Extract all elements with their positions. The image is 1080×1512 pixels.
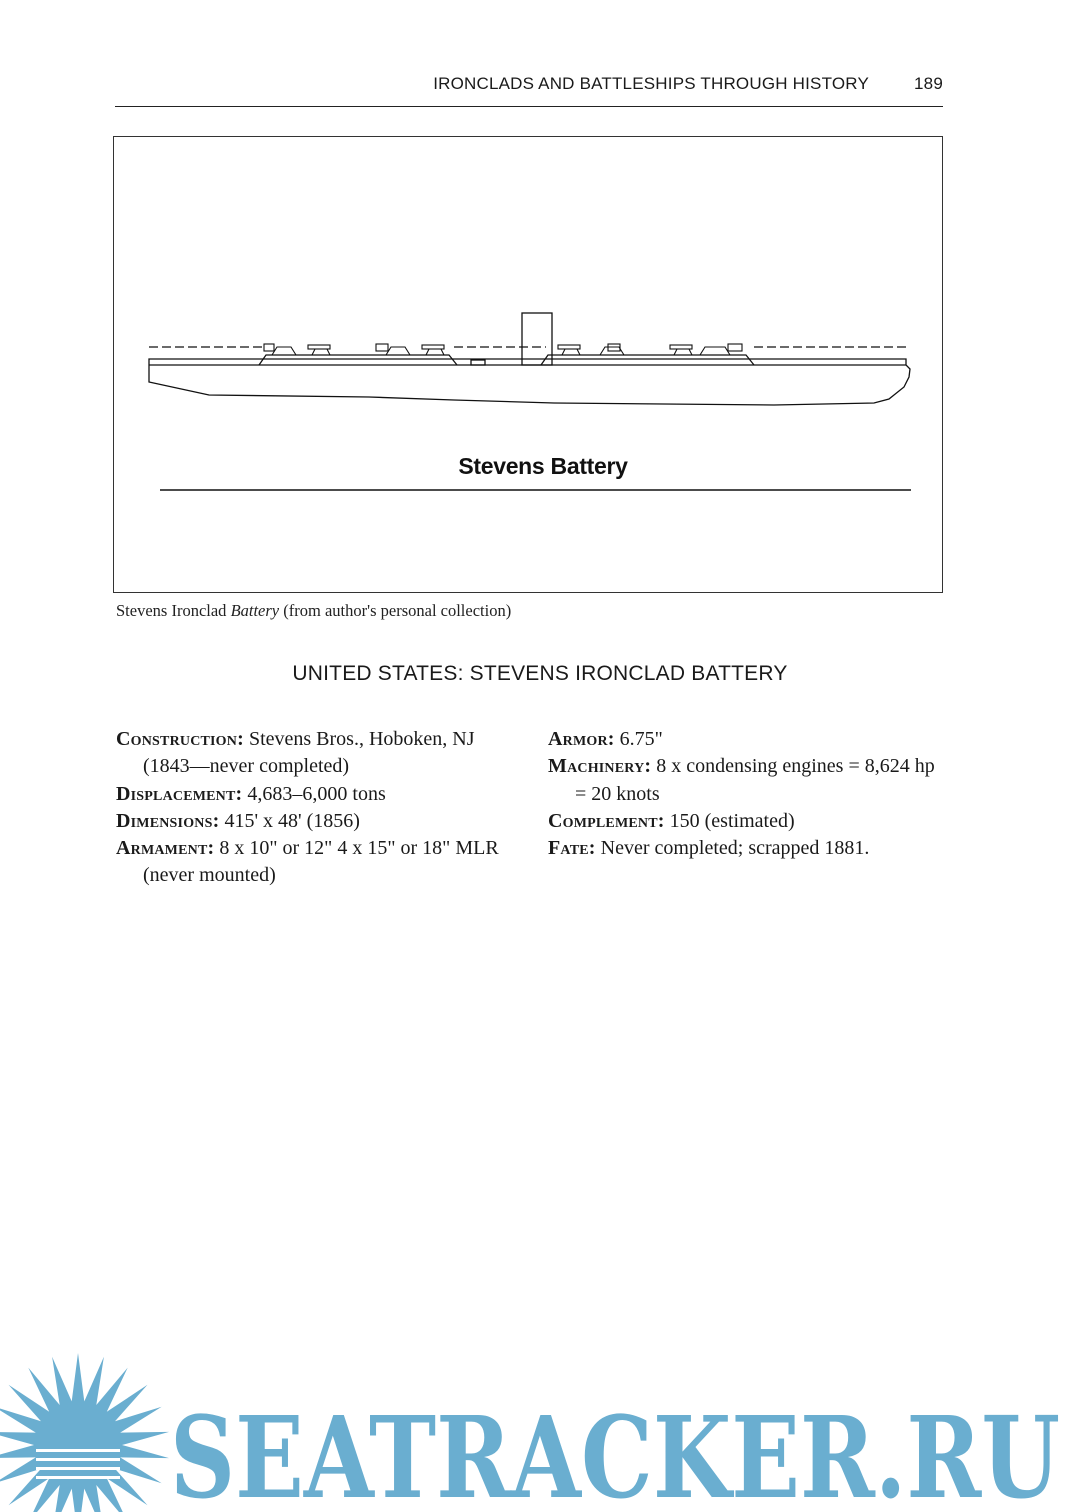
spec-construction: [116, 726, 516, 781]
figure-caption: [116, 601, 511, 621]
spec-value: Stevens Bros., Hoboken, NJ (1843—never completed): [143, 728, 475, 778]
vent: [471, 360, 485, 365]
spec-label: Construction:: [116, 728, 244, 750]
spec-value: 150 (estimated): [664, 809, 795, 832]
section-heading: UNITED STATES: STEVENS IRONCLAD BATTERY: [292, 662, 788, 685]
spec-armor: [548, 726, 948, 753]
sunburst-stripe: [36, 1449, 120, 1452]
drawing-label: Stevens Battery: [458, 453, 628, 479]
spec-label: Machinery:: [548, 755, 652, 778]
watermark-text: SEATRACKER.RU: [170, 1393, 1060, 1512]
spec-fate: [548, 835, 948, 862]
running-head: [115, 72, 943, 107]
casemate-aft: [541, 355, 754, 365]
specs-left-column: [116, 726, 516, 890]
sunburst-logo-icon: [0, 1353, 169, 1512]
spec-dimensions: [116, 808, 516, 835]
caption-suffix: (from author's personal collection): [279, 601, 512, 620]
spec-value: Never completed; scrapped 1881.: [595, 837, 870, 860]
watermark: [0, 1345, 1080, 1512]
funnel: [522, 313, 552, 365]
ship-profile-drawing: [114, 137, 944, 594]
spec-label: Armament:: [116, 837, 215, 860]
caption-prefix: Stevens Ironclad: [116, 601, 231, 620]
spec-value: 8 x 10" or 12" 4 x 15" or 18" MLR (never mounted): [143, 837, 499, 887]
spec-label: Armor:: [548, 728, 615, 750]
spec-label: Dimensions:: [116, 809, 220, 832]
sunburst-stripe: [36, 1467, 120, 1470]
ship-figure: [113, 136, 943, 593]
spec-displacement: [116, 781, 516, 808]
casemate-fore: [259, 355, 457, 365]
spec-value: 8 x condensing engines = 8,624 hp = 20 knots: [575, 755, 935, 805]
spec-label: Complement:: [548, 809, 665, 832]
spec-label: Fate:: [548, 837, 596, 860]
sunburst-disc: [38, 1405, 118, 1485]
spec-armament: [116, 835, 516, 890]
hull-outline: [149, 359, 910, 405]
spec-value: 6.75": [614, 728, 663, 750]
spec-label: Displacement:: [116, 782, 243, 805]
sunburst-stripe: [36, 1476, 120, 1479]
spec-complement: [548, 808, 948, 835]
spec-value: 4,683–6,000 tons: [242, 782, 386, 805]
page-number: 189: [914, 74, 943, 93]
sunburst-stripe: [36, 1458, 120, 1461]
specs-right-column: [548, 726, 948, 862]
caption-ship-name: Battery: [230, 601, 280, 620]
running-title: IRONCLADS AND BATTLESHIPS THROUGH HISTORY: [433, 74, 869, 93]
gun-mounts: [264, 344, 742, 355]
spec-value: 415' x 48' (1856): [219, 809, 360, 832]
spec-machinery: [548, 753, 948, 808]
